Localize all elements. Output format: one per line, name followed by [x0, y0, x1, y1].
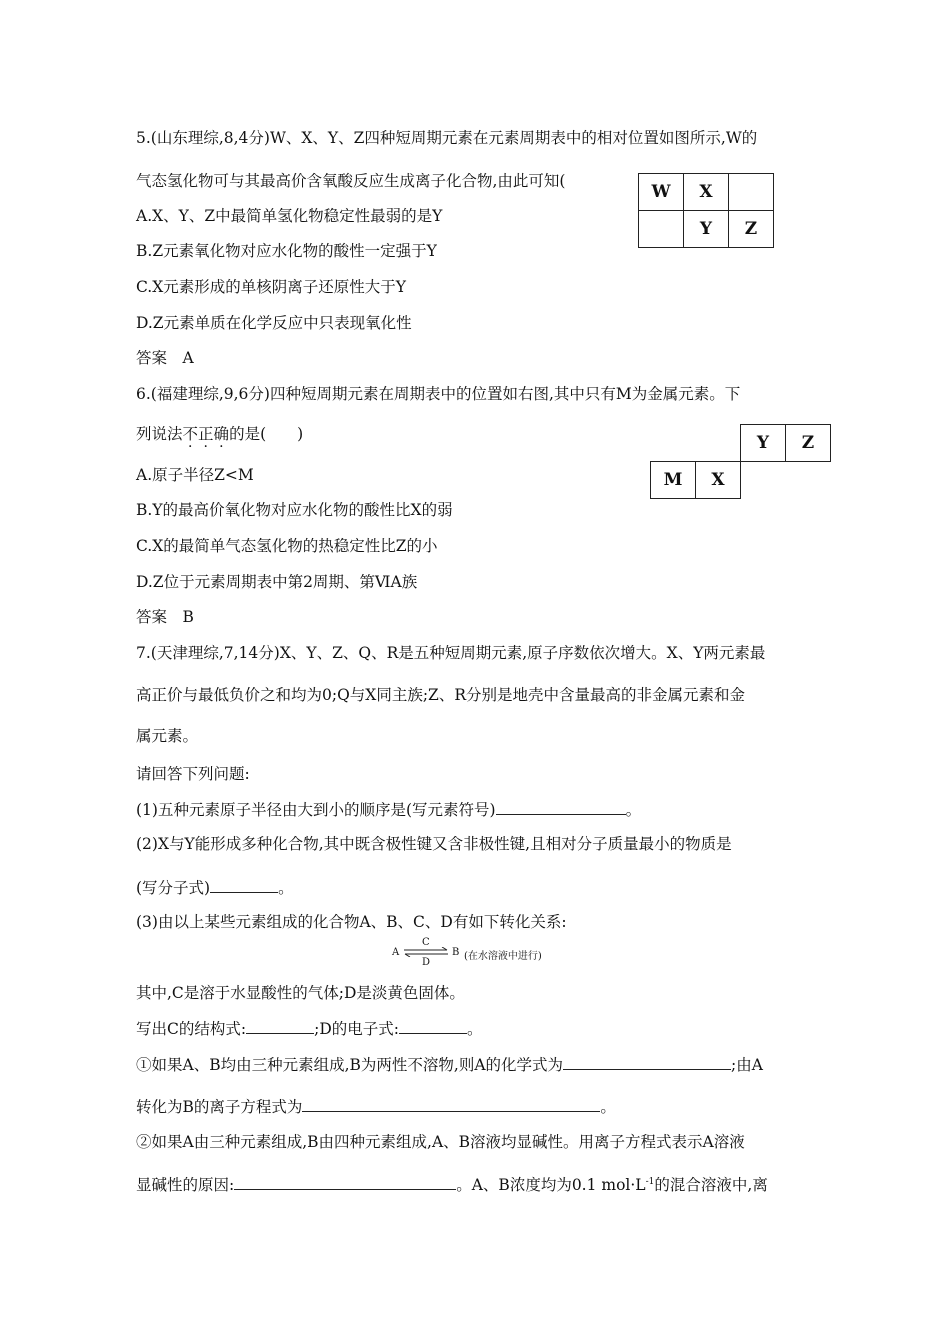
- q7-part-2-line-1: (2)X与Y能形成多种化合物,其中既含极性键又含非极性键,且相对分子质量最小的物质是: [136, 835, 732, 853]
- q6-stem-line-2: [136, 424, 303, 444]
- q5-grid-cell-y: Y: [684, 211, 729, 248]
- q6-answer: 答案 B: [136, 608, 194, 626]
- rxn-left: A: [392, 947, 400, 958]
- q6-option-d: D.Z位于元素周期表中第2周期、第ⅥA族: [136, 573, 418, 591]
- q6-emph-char: 确: [213, 425, 230, 443]
- q7-stem-line-3: 属元素。: [136, 727, 199, 745]
- q6-option-c: C.X的最简单气态氢化物的热稳定性比Z的小: [136, 537, 438, 555]
- q7-part-1-text: (1)五种元素原子半径由大到小的顺序是(写元素符号): [136, 801, 496, 819]
- rxn-top: C: [422, 937, 430, 948]
- q5-option-c: C.X元素形成的单核阴离子还原性大于Y: [136, 278, 407, 296]
- q7-case-1-end: ;由A: [731, 1056, 763, 1074]
- q5-grid-cell-w: W: [639, 174, 684, 211]
- q7-case-1-end-2: 。: [600, 1098, 616, 1116]
- q7-part-2-line-2: [136, 877, 294, 898]
- q7-ask-end: 。: [466, 1020, 483, 1038]
- q5-option-d: D.Z元素单质在化学反应中只表现氧化性: [136, 314, 412, 332]
- q6-stem-line-1: 6.(福建理综,9,6分)四种短周期元素在周期表中的位置如右图,其中只有M为金属元素。下: [136, 385, 741, 403]
- q7-case-2-line-2: [136, 1172, 768, 1195]
- q6-stem-pre: 列说法: [136, 425, 183, 443]
- answer-blank[interactable]: [496, 799, 626, 815]
- q6-stem-post: 的是( ): [229, 425, 304, 443]
- q7-case-2-mid: 。A、B浓度均为0.1 mol·L: [456, 1176, 646, 1195]
- q6-grid-cell-x: X: [696, 462, 741, 499]
- q6-grid-cell-z: Z: [786, 425, 831, 462]
- answer-blank[interactable]: [563, 1054, 731, 1070]
- q6-periodic-grid: [650, 424, 831, 499]
- q7-stem-line-1: 7.(天津理综,7,14分)X、Y、Z、Q、R是五种短周期元素,原子序数依次增大。X、Y两元素最: [136, 644, 766, 662]
- q6-grid-blank: [786, 462, 831, 499]
- q7-part-3: (3)由以上某些元素组成的化合物A、B、C、D有如下转化关系:: [136, 913, 567, 931]
- q5-option-a: A.X、Y、Z中最简单氢化物稳定性最弱的是Y: [136, 207, 443, 225]
- q6-grid-cell-m: M: [651, 462, 696, 499]
- q7-part-3-note: 其中,C是溶于水显酸性的气体;D是淡黄色固体。: [136, 984, 465, 1002]
- answer-blank[interactable]: [399, 1018, 467, 1034]
- q7-case-2-end: 的混合溶液中,离: [654, 1176, 768, 1195]
- q6-grid-cell-y: Y: [741, 425, 786, 462]
- q7-case-1-line-1: [136, 1054, 763, 1075]
- q7-case-2-sup: -1: [645, 1177, 655, 1187]
- answer-blank[interactable]: [246, 1018, 314, 1034]
- q6-option-a: A.原子半径Z<M: [136, 466, 254, 484]
- rxn-bottom: D: [422, 957, 431, 968]
- q6-grid-blank: [651, 425, 696, 462]
- q7-part-2-end: 。: [278, 879, 294, 897]
- q7-stem-line-2: 高正价与最低负价之和均为0;Q与X同主族;Z、R分别是地壳中含量最高的非金属元素和金: [136, 686, 745, 704]
- q6-emph-char: 不: [182, 425, 199, 443]
- q7-part-1-end: 。: [625, 801, 642, 819]
- q7-case-1-text-2: 转化为B的离子方程式为: [136, 1098, 303, 1116]
- q6-grid-blank: [741, 462, 786, 499]
- q7-ask-structure: 写出C的结构式:: [136, 1020, 247, 1038]
- q7-case-1-line-2: [136, 1096, 616, 1117]
- q6-option-b: B.Y的最高价氧化物对应水化物的酸性比X的弱: [136, 501, 453, 519]
- reversible-arrow-icon: [402, 947, 450, 957]
- rxn-right: B: [452, 947, 460, 958]
- q7-ask-electron: ;D的电子式:: [314, 1020, 399, 1038]
- q5-grid-cell-empty: [639, 211, 684, 248]
- q7-part-2-text: (写分子式): [136, 879, 211, 897]
- q7-part-3-ask: [136, 1018, 482, 1039]
- answer-blank[interactable]: [302, 1096, 600, 1112]
- q5-stem-line-1: 5.(山东理综,8,4分)W、X、Y、Z四种短周期元素在元素周期表中的相对位置如图所示,W的: [136, 129, 758, 147]
- answer-blank[interactable]: [210, 877, 278, 893]
- q5-answer: 答案 A: [136, 349, 194, 367]
- q5-grid-cell-z: Z: [729, 211, 774, 248]
- q5-periodic-grid: [638, 173, 774, 248]
- q5-stem-line-2: 气态氢化物可与其最高价含氧酸反应生成离子化合物,由此可知(: [136, 172, 566, 190]
- q7-case-2-text: 显碱性的原因:: [136, 1176, 235, 1195]
- q7-case-1-text: ①如果A、B均由三种元素组成,B为两性不溶物,则A的化学式为: [136, 1056, 564, 1074]
- q7-prompt: 请回答下列问题:: [136, 765, 250, 783]
- q7-part-1: [136, 799, 641, 820]
- rxn-note: (在水溶液中进行): [464, 951, 542, 962]
- q6-grid-blank: [696, 425, 741, 462]
- q5-grid-cell-empty: [729, 174, 774, 211]
- answer-blank[interactable]: [234, 1174, 456, 1190]
- q6-emph-char: 正: [198, 425, 214, 443]
- q5-grid-cell-x: X: [684, 174, 729, 211]
- q5-option-b: B.Z元素氧化物对应水化物的酸性一定强于Y: [136, 242, 437, 260]
- q7-case-2-line-1: ②如果A由三种元素组成,B由四种元素组成,A、B溶液均显碱性。用离子方程式表示A溶液: [136, 1133, 745, 1151]
